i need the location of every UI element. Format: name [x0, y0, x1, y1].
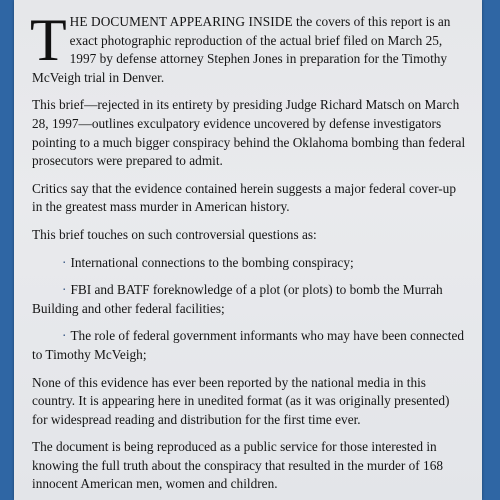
bullet-text: International connections to the bombing conspiracy;: [70, 254, 354, 270]
paragraph-brief-rejected: This brief—rejected in its entirety by presiding Judge Richard Matsch on March 28, 1997—outlines exculpatory evidence uncovered by defense investigators pointing to a much bigger conspiracy behind the Oklahoma bombing than federal prosecutors were prepared to admit.: [32, 97, 466, 169]
paragraph-public-service: The document is being reproduced as a public service for those interested in knowing the full truth about the conspiracy that resulted in the murder of 168 innocent American men, women and children.: [32, 439, 443, 492]
bullet-marker: ·: [62, 254, 67, 270]
intro-lead: HE DOCUMENT APPEARING INSIDE: [69, 14, 293, 29]
document-page: [14, 0, 482, 500]
bullet-text: The role of federal government informants who may have been connected to Timothy McVeigh;: [32, 328, 465, 362]
bullet-marker: ·: [62, 282, 67, 298]
paragraph-questions-intro: This brief touches on such controversial questions as:: [32, 226, 317, 242]
paragraph-media: None of this evidence has ever been reported by the national media in this country. It is appearing here in unedited format (as it was originally presented) for widespread reading and distribution for the first time ever.: [32, 374, 450, 427]
paragraph-critics: Critics say that the evidence contained herein suggests a major federal cover-up in the greatest mass murder in American history.: [32, 180, 456, 215]
bullet-item: [32, 254, 468, 273]
intro-rest: the covers of this report is an exact photographic reproduction of the actual brief filed on March 25, 1997 by defense attorney Stephen Jones in preparation for the Timothy McVeigh trial in Denver.: [32, 14, 451, 85]
bullet-item: [32, 327, 468, 364]
bullet-text: FBI and BATF foreknowledge of a plot (or plots) to bomb the Murrah Building and other federal facilities;: [32, 282, 443, 316]
document-text: [30, 7, 468, 500]
intro-paragraph: [30, 7, 468, 87]
bullet-marker: ·: [62, 328, 67, 344]
drop-cap: T: [30, 7, 67, 73]
bullet-item: [32, 281, 468, 318]
